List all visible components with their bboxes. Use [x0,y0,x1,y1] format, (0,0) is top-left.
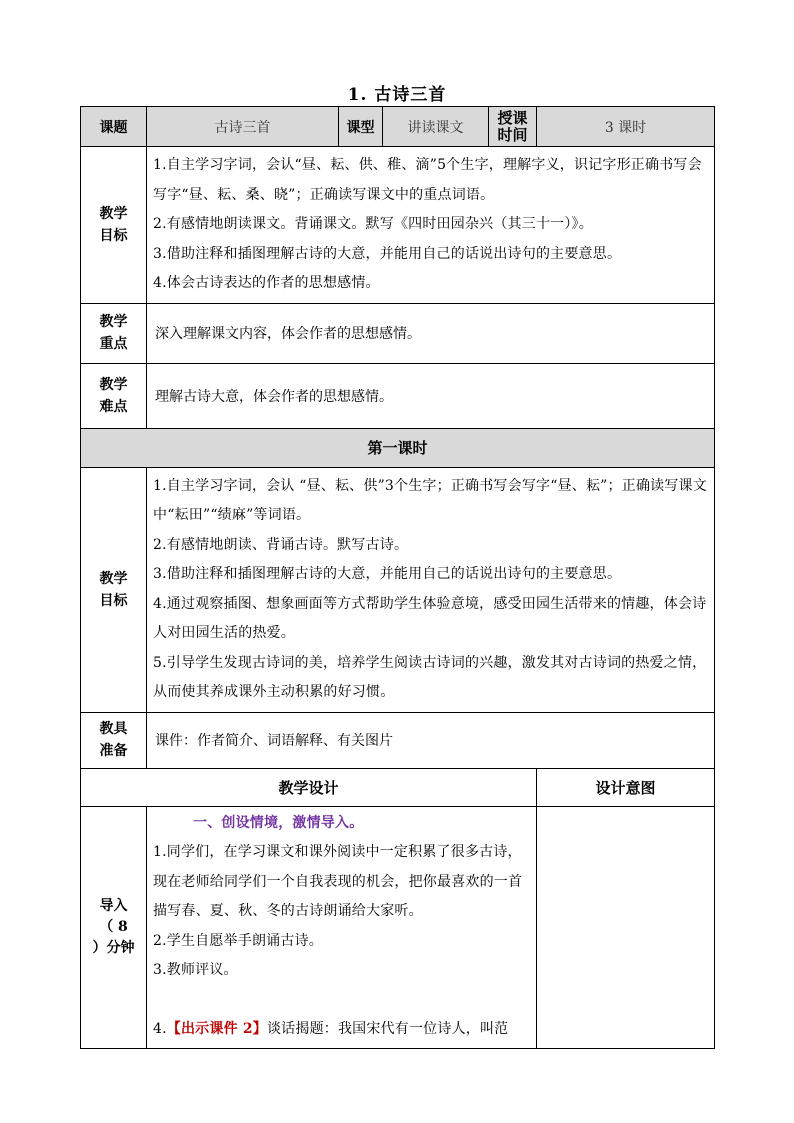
prep-label-line2: 准备 [99,743,128,759]
type-value: 讲读课文 [383,107,489,147]
intro-step: 1.同学们，在学习课文和课外阅读中一定积累了很多古诗，现在老师给同学们一个自我表现的机会，把你最喜欢的一首描写春、夏、秋、冬的古诗朗诵给大家听。 [153,844,523,919]
difficulty-label-line2: 难点 [99,398,128,415]
lesson1-goal-item: 2.有感情地朗读、背诵古诗。默写古诗。 [153,536,409,553]
spacer [153,986,532,1015]
focus-row [81,303,715,363]
step4-prefix: 4. [153,1020,167,1037]
difficulty-content: 理解古诗大意，体会作者的思想感情。 [147,363,715,428]
design-column-header: 教学设计 [81,768,537,806]
lesson1-goals-content [147,467,715,712]
prep-label [81,712,147,768]
lesson1-goal-item: 3.借助注释和插图理解古诗的大意，并能用自己的话说出诗句的主要意思。 [153,566,622,582]
intro-row [81,806,715,1049]
lesson1-goals-label [81,467,147,712]
page-title: 1. 古诗三首 [347,85,447,105]
lesson-plan-table [80,106,715,1049]
lesson1-goals-label-line2: 目标 [99,592,128,609]
topic-label: 课题 [81,107,147,147]
courseware-tag: 【出示课件 2】 [166,1020,267,1037]
time-label [489,107,537,147]
intro-step: 3.教师评议。 [153,962,238,978]
focus-label-line2: 重点 [99,336,128,352]
goals-label-line1: 教学 [99,205,128,222]
prep-label-line1: 教具 [99,721,128,737]
prep-row [81,712,715,768]
lesson1-goal-item: 1.自主学习字词，会认 “昼、耘、供”3个生字；正确书写会写字“昼、耘”；正确读写课文中“耘田”“绩麻”等词语。 [153,477,707,523]
lesson1-title: 第一课时 [81,428,715,467]
goals-label-line2: 目标 [99,227,128,244]
lesson1-goal-item: 5.引导学生发现古诗词的美，培养学生阅读古诗词的兴趣，激发其对古诗词的热爱之情，从而使其养成课外主动积累的好习惯。 [153,654,707,700]
intro-heading: 一、创设情境，激情导入。 [193,814,364,831]
goal-item: 3.借助注释和插图理解古诗的大意，并能用自己的话说出诗句的主要意思。 [153,245,622,262]
intent-column-header: 设计意图 [537,768,715,806]
intro-step: 2.学生自愿举手朗诵古诗。 [153,932,323,949]
lesson1-goals-label-line1: 教学 [99,570,128,587]
prep-content: 课件：作者简介、词语解释、有关图片 [147,712,715,768]
intro-label-line2: （ 8 [99,918,128,935]
difficulty-label-line1: 教学 [99,376,128,393]
focus-label [81,303,147,363]
lesson1-goal-item: 4.通过观察插图、想象画面等方式帮助学生体验意境，感受田园生活带来的情趣，体会诗人对田园生活的热爱。 [153,595,707,641]
difficulty-label [81,363,147,428]
time-label-line1: 授课 [497,108,528,127]
header-row [81,107,715,147]
intent-content [537,806,715,1049]
lesson1-title-row [81,428,715,467]
topic-value: 古诗三首 [147,107,339,147]
intro-label [81,806,147,1049]
lesson1-goals-row [81,467,715,712]
goal-item: 2.有感情地朗读课文。背诵课文。默写《四时田园杂兴（其三十一）》。 [153,216,593,232]
goals-label [81,147,147,304]
intro-label-line3: ）分钟 [92,939,135,956]
time-value: 3 课时 [537,107,715,147]
intro-label-line1: 导入 [99,897,128,914]
time-label-line2: 时间 [497,125,528,144]
goal-item: 1.自主学习字词，会认“昼、耘、供、稚、滴”5个生字，理解字义，识记字形正确书写会写字“昼、耘、桑、晓”；正确读写课文中的重点词语。 [153,157,702,203]
focus-content: 深入理解课文内容，体会作者的思想感情。 [147,303,715,363]
goals-row [81,147,715,304]
goal-item: 4.体会古诗表达的作者的思想感情。 [153,275,380,291]
intro-content [147,806,537,1049]
goals-content [147,147,715,304]
design-header-row [81,768,715,806]
step4-text: 谈话揭题：我国宋代有一位诗人，叫范 [266,1020,509,1037]
type-label: 课型 [339,107,383,147]
difficulty-row [81,363,715,428]
intro-step [153,1015,532,1045]
focus-label-line1: 教学 [99,314,128,330]
